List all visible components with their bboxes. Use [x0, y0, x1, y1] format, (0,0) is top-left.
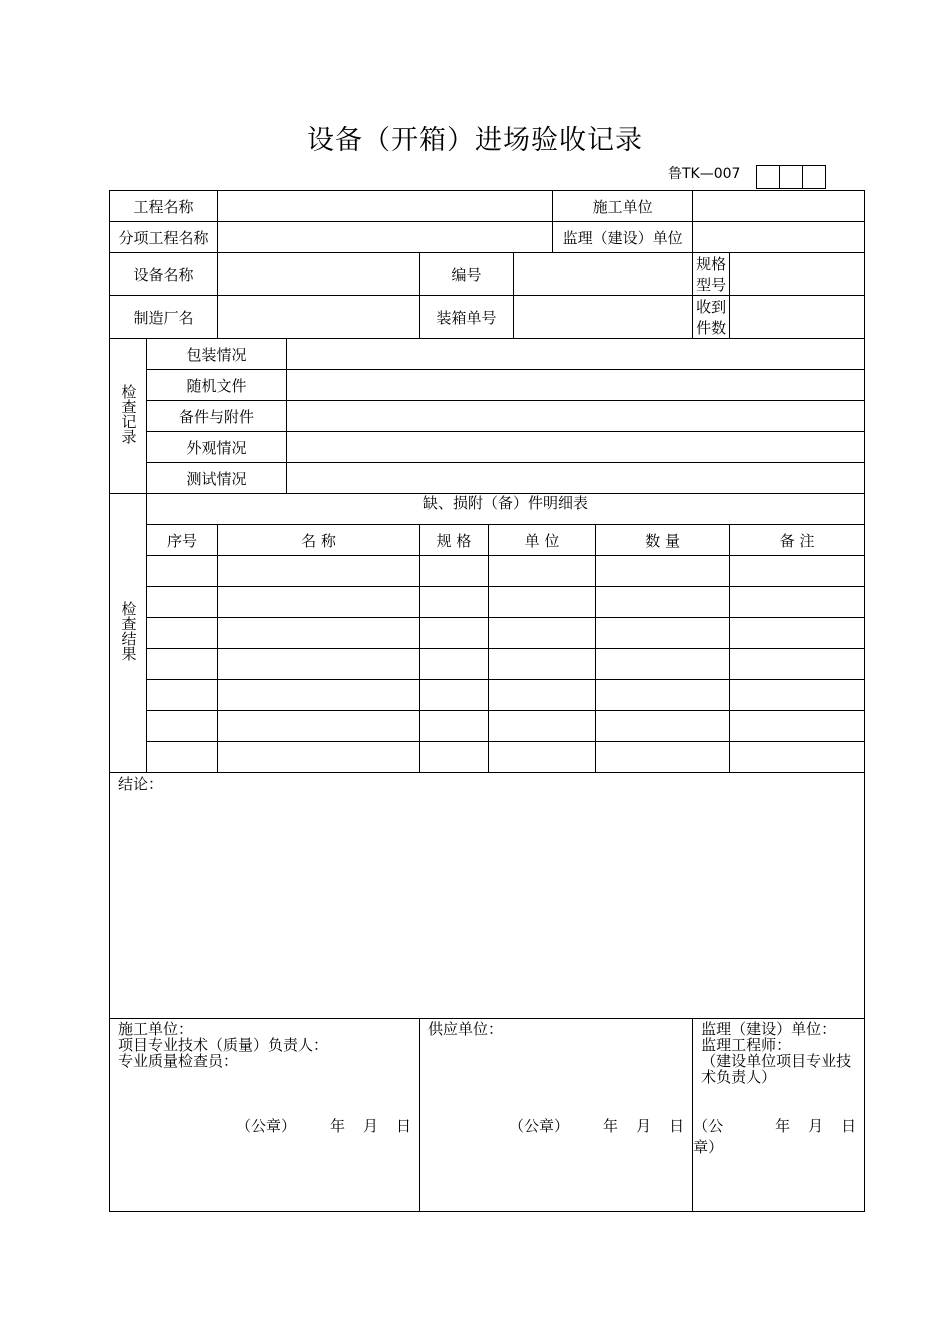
signature-line: （建设单位项目专业技术负责人）: [701, 1052, 852, 1086]
spec-model-label: 规格型号: [693, 253, 730, 296]
table-cell[interactable]: [730, 618, 865, 649]
inspection-item-label: 包装情况: [147, 339, 287, 370]
table-cell[interactable]: [218, 556, 420, 587]
spec-model-field[interactable]: [730, 253, 865, 296]
project-name-label: 工程名称: [110, 191, 218, 222]
table-row: [110, 556, 865, 587]
day-label: 日: [396, 1117, 412, 1135]
equipment-name-field[interactable]: [218, 253, 420, 296]
year-label: 年: [603, 1117, 619, 1135]
table-cell[interactable]: [489, 556, 596, 587]
supervision-unit-label: 监理（建设）单位: [553, 222, 693, 253]
table-cell[interactable]: [596, 587, 730, 618]
table-cell[interactable]: [596, 618, 730, 649]
inspection-item-label: 外观情况: [147, 432, 287, 463]
day-label: 日: [841, 1117, 857, 1135]
manufacturer-field[interactable]: [218, 296, 420, 339]
table-cell[interactable]: [147, 711, 218, 742]
table-cell[interactable]: [596, 711, 730, 742]
supervision-signature-block[interactable]: [693, 1019, 865, 1212]
table-cell[interactable]: [420, 649, 489, 680]
stamp-date-row: [420, 1115, 684, 1136]
manufacturer-label: 制造厂名: [110, 296, 218, 339]
table-cell[interactable]: [218, 742, 420, 773]
received-count-label: 收到件数: [693, 296, 730, 339]
table-cell[interactable]: [147, 556, 218, 587]
number-field[interactable]: [514, 253, 693, 296]
inspection-result-section-label: 检查结果: [110, 494, 147, 773]
column-header: 单 位: [489, 525, 596, 556]
page-title: 设备（开箱）进场验收记录: [307, 125, 643, 156]
table-cell[interactable]: [730, 556, 865, 587]
code-box[interactable]: [756, 165, 780, 189]
conclusion-label: 结论：: [118, 775, 164, 793]
column-header: 序号: [147, 525, 218, 556]
table-cell[interactable]: [147, 649, 218, 680]
signature-line: 专业质量检查员：: [118, 1052, 239, 1070]
missing-parts-table-title: 缺、损附（备）件明细表: [147, 494, 865, 525]
table-row: [110, 742, 865, 773]
month-label: 月: [636, 1117, 652, 1135]
year-label: 年: [775, 1117, 791, 1135]
sub-project-label: 分项工程名称: [110, 222, 218, 253]
table-cell[interactable]: [596, 649, 730, 680]
table-cell[interactable]: [147, 587, 218, 618]
inspection-item-field[interactable]: [287, 401, 865, 432]
equipment-name-label: 设备名称: [110, 253, 218, 296]
table-cell[interactable]: [218, 711, 420, 742]
day-label: 日: [669, 1117, 685, 1135]
month-label: 月: [808, 1117, 824, 1135]
signature-line: 施工单位：: [118, 1020, 194, 1038]
table-cell[interactable]: [420, 711, 489, 742]
table-cell[interactable]: [489, 618, 596, 649]
stamp-date-row: [693, 1115, 856, 1157]
month-label: 月: [362, 1117, 378, 1135]
inspection-item-label: 备件与附件: [147, 401, 287, 432]
table-cell[interactable]: [596, 742, 730, 773]
table-cell[interactable]: [218, 680, 420, 711]
table-cell[interactable]: [420, 742, 489, 773]
table-cell[interactable]: [730, 649, 865, 680]
table-cell[interactable]: [489, 742, 596, 773]
signature-line: 供应单位：: [428, 1020, 504, 1038]
inspection-item-field[interactable]: [287, 339, 865, 370]
table-cell[interactable]: [147, 618, 218, 649]
table-row: [110, 587, 865, 618]
construction-unit-label: 施工单位: [553, 191, 693, 222]
column-header: 备 注: [730, 525, 865, 556]
table-cell[interactable]: [420, 680, 489, 711]
acceptance-form: [109, 190, 865, 1212]
table-cell[interactable]: [596, 680, 730, 711]
supplier-signature-block[interactable]: [420, 1019, 693, 1212]
stamp-date-row: [110, 1115, 411, 1136]
table-cell[interactable]: [147, 680, 218, 711]
table-row: [110, 618, 865, 649]
code-boxes: [756, 165, 826, 189]
code-box[interactable]: [779, 165, 803, 189]
table-row: [110, 649, 865, 680]
construction-unit-field[interactable]: [693, 191, 865, 222]
conclusion-field[interactable]: [110, 773, 865, 1019]
table-cell[interactable]: [489, 649, 596, 680]
inspection-item-field[interactable]: [287, 463, 865, 494]
column-header: 规 格: [420, 525, 489, 556]
table-cell[interactable]: [489, 587, 596, 618]
code-box[interactable]: [802, 165, 826, 189]
seal-label: （公章）: [509, 1117, 570, 1135]
inspection-item-field[interactable]: [287, 370, 865, 401]
column-header: 名 称: [218, 525, 420, 556]
table-cell[interactable]: [420, 556, 489, 587]
table-cell[interactable]: [596, 556, 730, 587]
inspection-record-section-label: 检查记录: [110, 339, 147, 494]
supervision-unit-field[interactable]: [693, 222, 865, 253]
project-name-field[interactable]: [218, 191, 553, 222]
table-cell[interactable]: [420, 618, 489, 649]
number-label: 编号: [420, 253, 514, 296]
table-cell[interactable]: [489, 711, 596, 742]
table-row: [110, 680, 865, 711]
table-cell[interactable]: [218, 618, 420, 649]
packing-no-label: 装箱单号: [420, 296, 514, 339]
table-cell[interactable]: [730, 680, 865, 711]
signature-line: 监理（建设）单位：: [701, 1020, 837, 1038]
table-row: [110, 711, 865, 742]
sub-project-field[interactable]: [218, 222, 553, 253]
received-count-field[interactable]: [730, 296, 865, 339]
column-header: 数 量: [596, 525, 730, 556]
inspection-item-label: 测试情况: [147, 463, 287, 494]
year-label: 年: [329, 1117, 345, 1135]
table-cell[interactable]: [730, 742, 865, 773]
table-cell[interactable]: [147, 742, 218, 773]
signature-line: 监理工程师：: [701, 1036, 792, 1054]
seal-label: （公章）: [235, 1117, 296, 1135]
construction-signature-block[interactable]: [110, 1019, 420, 1212]
table-cell[interactable]: [218, 587, 420, 618]
signature-line: 项目专业技术（质量）负责人：: [118, 1036, 329, 1054]
inspection-item-label: 随机文件: [147, 370, 287, 401]
table-cell[interactable]: [218, 649, 420, 680]
table-cell[interactable]: [489, 680, 596, 711]
table-cell[interactable]: [730, 587, 865, 618]
seal-label: （公章）: [693, 1117, 724, 1156]
inspection-item-field[interactable]: [287, 432, 865, 463]
table-cell[interactable]: [420, 587, 489, 618]
form-code: 鲁TK—007: [668, 166, 741, 182]
packing-no-field[interactable]: [514, 296, 693, 339]
table-cell[interactable]: [730, 711, 865, 742]
